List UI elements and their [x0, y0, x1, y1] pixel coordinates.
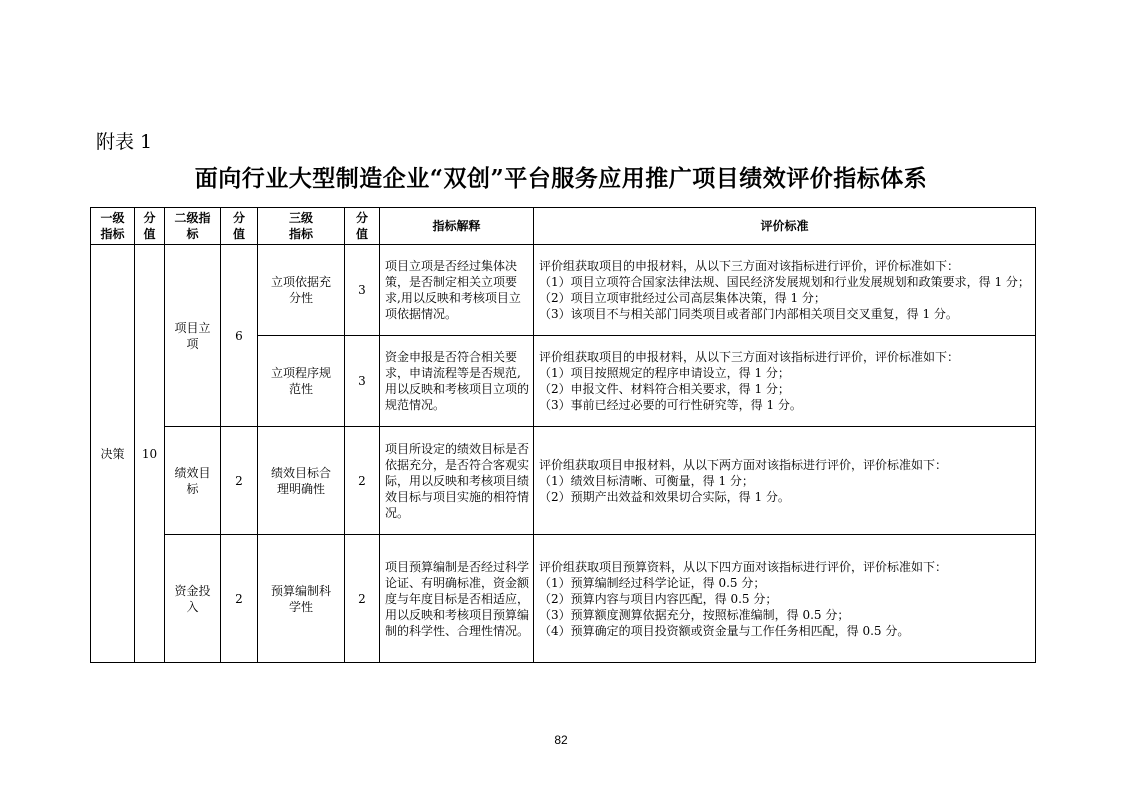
- document-title: 面向行业大型制造企业“双创”平台服务应用推广项目绩效评价指标体系: [194, 165, 928, 192]
- table-row: [91, 535, 1036, 663]
- level3-cell: 预算编制科 学性: [258, 535, 345, 663]
- header-level2: 二级指 标: [165, 208, 221, 245]
- header-level1: 一级 指标: [91, 208, 135, 245]
- criteria-cell: 评价组获取项目的申报材料，从以下三方面对该指标进行评价，评价标准如下： （1）项目立项符合国家法律法规、国民经济发展规划和行业发展规划和政策要求，得 1 分； （2）项目立项审批经过公司高层集体决策，得 1 分； （3）该项目不与相关部门同类项目或者部门内部相关项目交叉重复，得 1 分。: [534, 245, 1036, 336]
- table-header-row: [91, 208, 1036, 245]
- level3-cell: 立项依据充 分性: [258, 245, 345, 336]
- criteria-cell: 评价组获取项目的申报材料，从以下三方面对该指标进行评价，评价标准如下： （1）项目按照规定的程序申请设立，得 1 分； （2）申报文件、材料符合相关要求，得 1 分； （3）事前已经过必要的可行性研究等，得 1 分。: [534, 336, 1036, 427]
- header-score1: 分 值: [135, 208, 165, 245]
- table-row: [91, 245, 1036, 336]
- level1-score-cell: 10: [135, 245, 165, 663]
- level2-cell: 项目立 项: [165, 245, 221, 427]
- level3-score-cell: 3: [345, 245, 380, 336]
- criteria-cell: 评价组获取项目申报材料，从以下两方面对该指标进行评价，评价标准如下： （1）绩效目标清晰、可衡量，得 1 分； （2）预期产出效益和效果切合实际，得 1 分。: [534, 427, 1036, 535]
- header-score2: 分 值: [221, 208, 258, 245]
- header-score3: 分 值: [345, 208, 380, 245]
- criteria-cell: 评价组获取项目预算资料，从以下四方面对该指标进行评价，评价标准如下： （1）预算编制经过科学论证，得 0.5 分； （2）预算内容与项目内容匹配，得 0.5 分； （3）预算额度测算依据充分，按照标准编制，得 0.5 分； （4）预算确定的项目投资额或资金量与工作任务相匹配，得 0.5 分。: [534, 535, 1036, 663]
- page-number: 82: [554, 733, 568, 747]
- level2-cell: 资金投 入: [165, 535, 221, 663]
- level2-cell: 绩效目 标: [165, 427, 221, 535]
- level2-score-cell: 2: [221, 427, 258, 535]
- level3-score-cell: 3: [345, 336, 380, 427]
- explanation-cell: 资金申报是否符合相关要求，申请流程等是否规范,用以反映和考核项目立项的规范情况。: [380, 336, 534, 427]
- level2-score-cell: 6: [221, 245, 258, 427]
- indicator-table: [90, 207, 1036, 663]
- table-row: [91, 427, 1036, 535]
- level3-cell: 绩效目标合 理明确性: [258, 427, 345, 535]
- level3-score-cell: 2: [345, 535, 380, 663]
- level2-score-cell: 2: [221, 535, 258, 663]
- header-explanation: 指标解释: [380, 208, 534, 245]
- level3-score-cell: 2: [345, 427, 380, 535]
- header-level3: 三级 指标: [258, 208, 345, 245]
- appendix-label: 附表 1: [96, 131, 153, 153]
- header-criteria: 评价标准: [534, 208, 1036, 245]
- explanation-cell: 项目预算编制是否经过科学论证、有明确标准，资金额度与年度目标是否相适应，用以反映和考核项目预算编制的科学性、合理性情况。: [380, 535, 534, 663]
- explanation-cell: 项目所设定的绩效目标是否依据充分，是否符合客观实际，用以反映和考核项目绩效目标与项目实施的相符情况。: [380, 427, 534, 535]
- level1-cell: 决策: [91, 245, 135, 663]
- explanation-cell: 项目立项是否经过集体决策，是否制定相关立项要求,用以反映和考核项目立项依据情况。: [380, 245, 534, 336]
- level3-cell: 立项程序规 范性: [258, 336, 345, 427]
